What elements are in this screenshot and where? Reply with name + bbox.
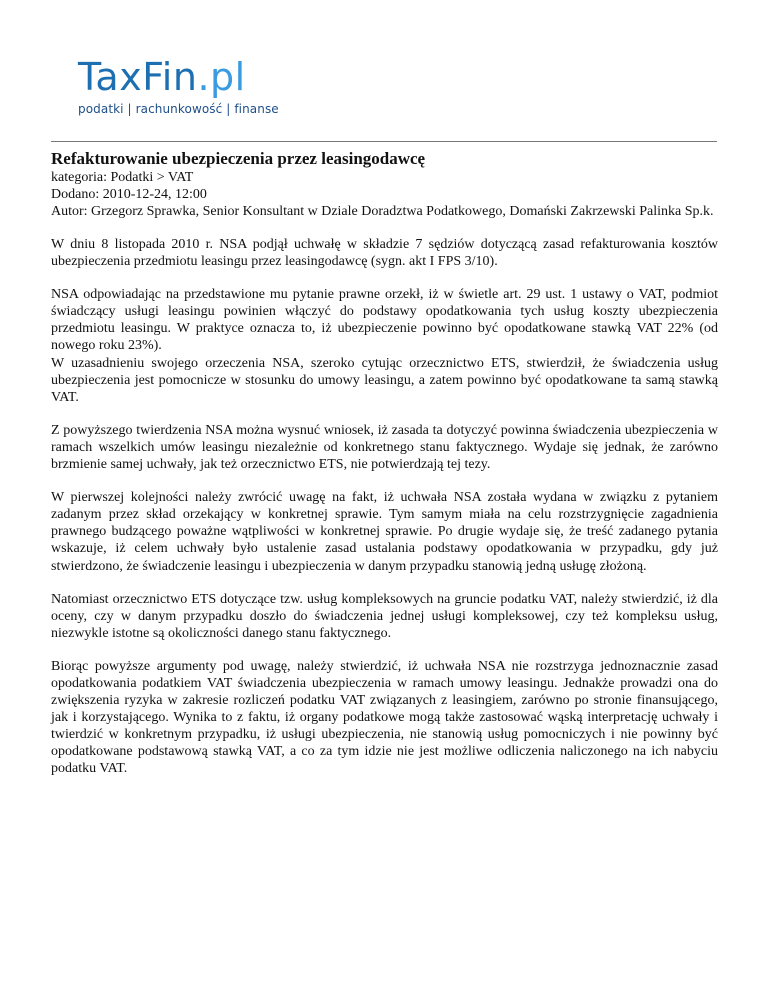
logo-tagline: podatki | rachunkowość | finanse [78, 102, 279, 116]
logo-wordmark [78, 56, 278, 98]
paragraph: W pierwszej kolejności należy zwrócić uwagę na fakt, iż uchwała NSA została wydana w związku z pytaniem zadanym przez skład orzekający w konkretnej sprawie. Tym samym miała na celu rozstrzygnięcie zagadnienia prawnego budzącego poważne wątpliwości w konkretnej sprawie. Po drugie wydaje się, że treść zadanego pytania wskazuje, iż celem uchwały było ustalenie zasad ustalania podstawy opodatkowania w przypadku, gdy już stwierdzono, że świadczenie leasingu i ubezpieczenia w danym przypadku stanowią jedną usługę złożoną. [51, 490, 718, 574]
logo-domain: .pl [197, 55, 246, 99]
article-date: Dodano: 2010-12-24, 12:00 [51, 187, 207, 202]
paragraph: W dniu 8 listopada 2010 r. NSA podjął uchwałę w składzie 7 sędziów dotyczącą zasad refakturowania kosztów ubezpieczenia przedmiotu leasingu przez leasingodawcę (sygn. akt I FPS 3/10). [51, 237, 718, 270]
paragraph: NSA odpowiadając na przedstawione mu pytanie prawne orzekł, iż w świetle art. 29 ust. 1 ustawy o VAT, podmiot świadczący usługi leasingu powinien włączyć do podstawy opodatkowania tych usług koszty ubezpieczenia przedmiotu leasingu. W praktyce oznacza to, iż ubezpieczenie powinno być opodatkowane stawką VAT 22% (od nowego roku 23%). [51, 287, 718, 354]
paragraph: Biorąc powyższe argumenty pod uwagę, należy stwierdzić, iż uchwała NSA nie rozstrzyga jednoznacznie zasad opodatkowania podatkiem VAT świadczenia ubezpieczenia w ramach umowy leasingu. Jednakże prowadzi ona do zwiększenia ryzyka w zakresie rozliczeń podatku VAT związanych z leasingiem, zarówno po stronie finansującego, jak i korzystającego. Wynika to z faktu, iż organy podatkowe mogą także zastosować wąską interpretację uchwały i twierdzić w konkretnym przypadku, iż usługi ubezpieczenia, nie stanowią usług pomocniczych i nie powinny być opodatkowane podstawową stawką VAT, a co za tym idzie nie jest możliwe odliczenia naliczonego na ich nabyciu podatku VAT. [51, 658, 718, 777]
article-title: Refakturowanie ubezpieczenia przez leasingodawcę [51, 149, 426, 168]
header-divider [51, 141, 717, 142]
paragraph: Natomiast orzecznictwo ETS dotyczące tzw. usług kompleksowych na gruncie podatku VAT, należy stwierdzić, iż dla oceny, czy w danym przypadku doszło do świadczenia jednej usługi kompleksowej, czy też kompleksu usług, niezwykle istotne są okoliczności danego stanu faktycznego. [51, 591, 718, 641]
paragraph: W uzasadnieniu swojego orzeczenia NSA, szeroko cytując orzecznictwo ETS, stwierdził, że świadczenia usług ubezpieczenia jest pomocnicze w stosunku do umowy leasingu, a zatem powinno być opodatkowane ta samą stawką VAT. [51, 355, 718, 405]
paragraph: Z powyższego twierdzenia NSA można wysnuć wniosek, iż zasada ta dotyczyć powinna świadczenia ubezpieczenia w ramach wszelkich umów leasingu niezależnie od konkretnego stanu faktycznego. Wydaje się jednak, że zarówno brzmienie samej uchwały, jak też orzecznictwo ETS, nie potwierdzają tej tezy. [51, 422, 718, 473]
article-author: Autor: Grzegorz Sprawka, Senior Konsultant w Dziale Doradztwa Podatkowego, Domański Zakrzewski Palinka Sp.k. [51, 204, 714, 219]
article-category: kategoria: Podatki > VAT [51, 170, 194, 185]
taxfin-logo [78, 56, 278, 120]
logo-name: TaxFin [78, 55, 198, 99]
article-body [51, 149, 718, 778]
